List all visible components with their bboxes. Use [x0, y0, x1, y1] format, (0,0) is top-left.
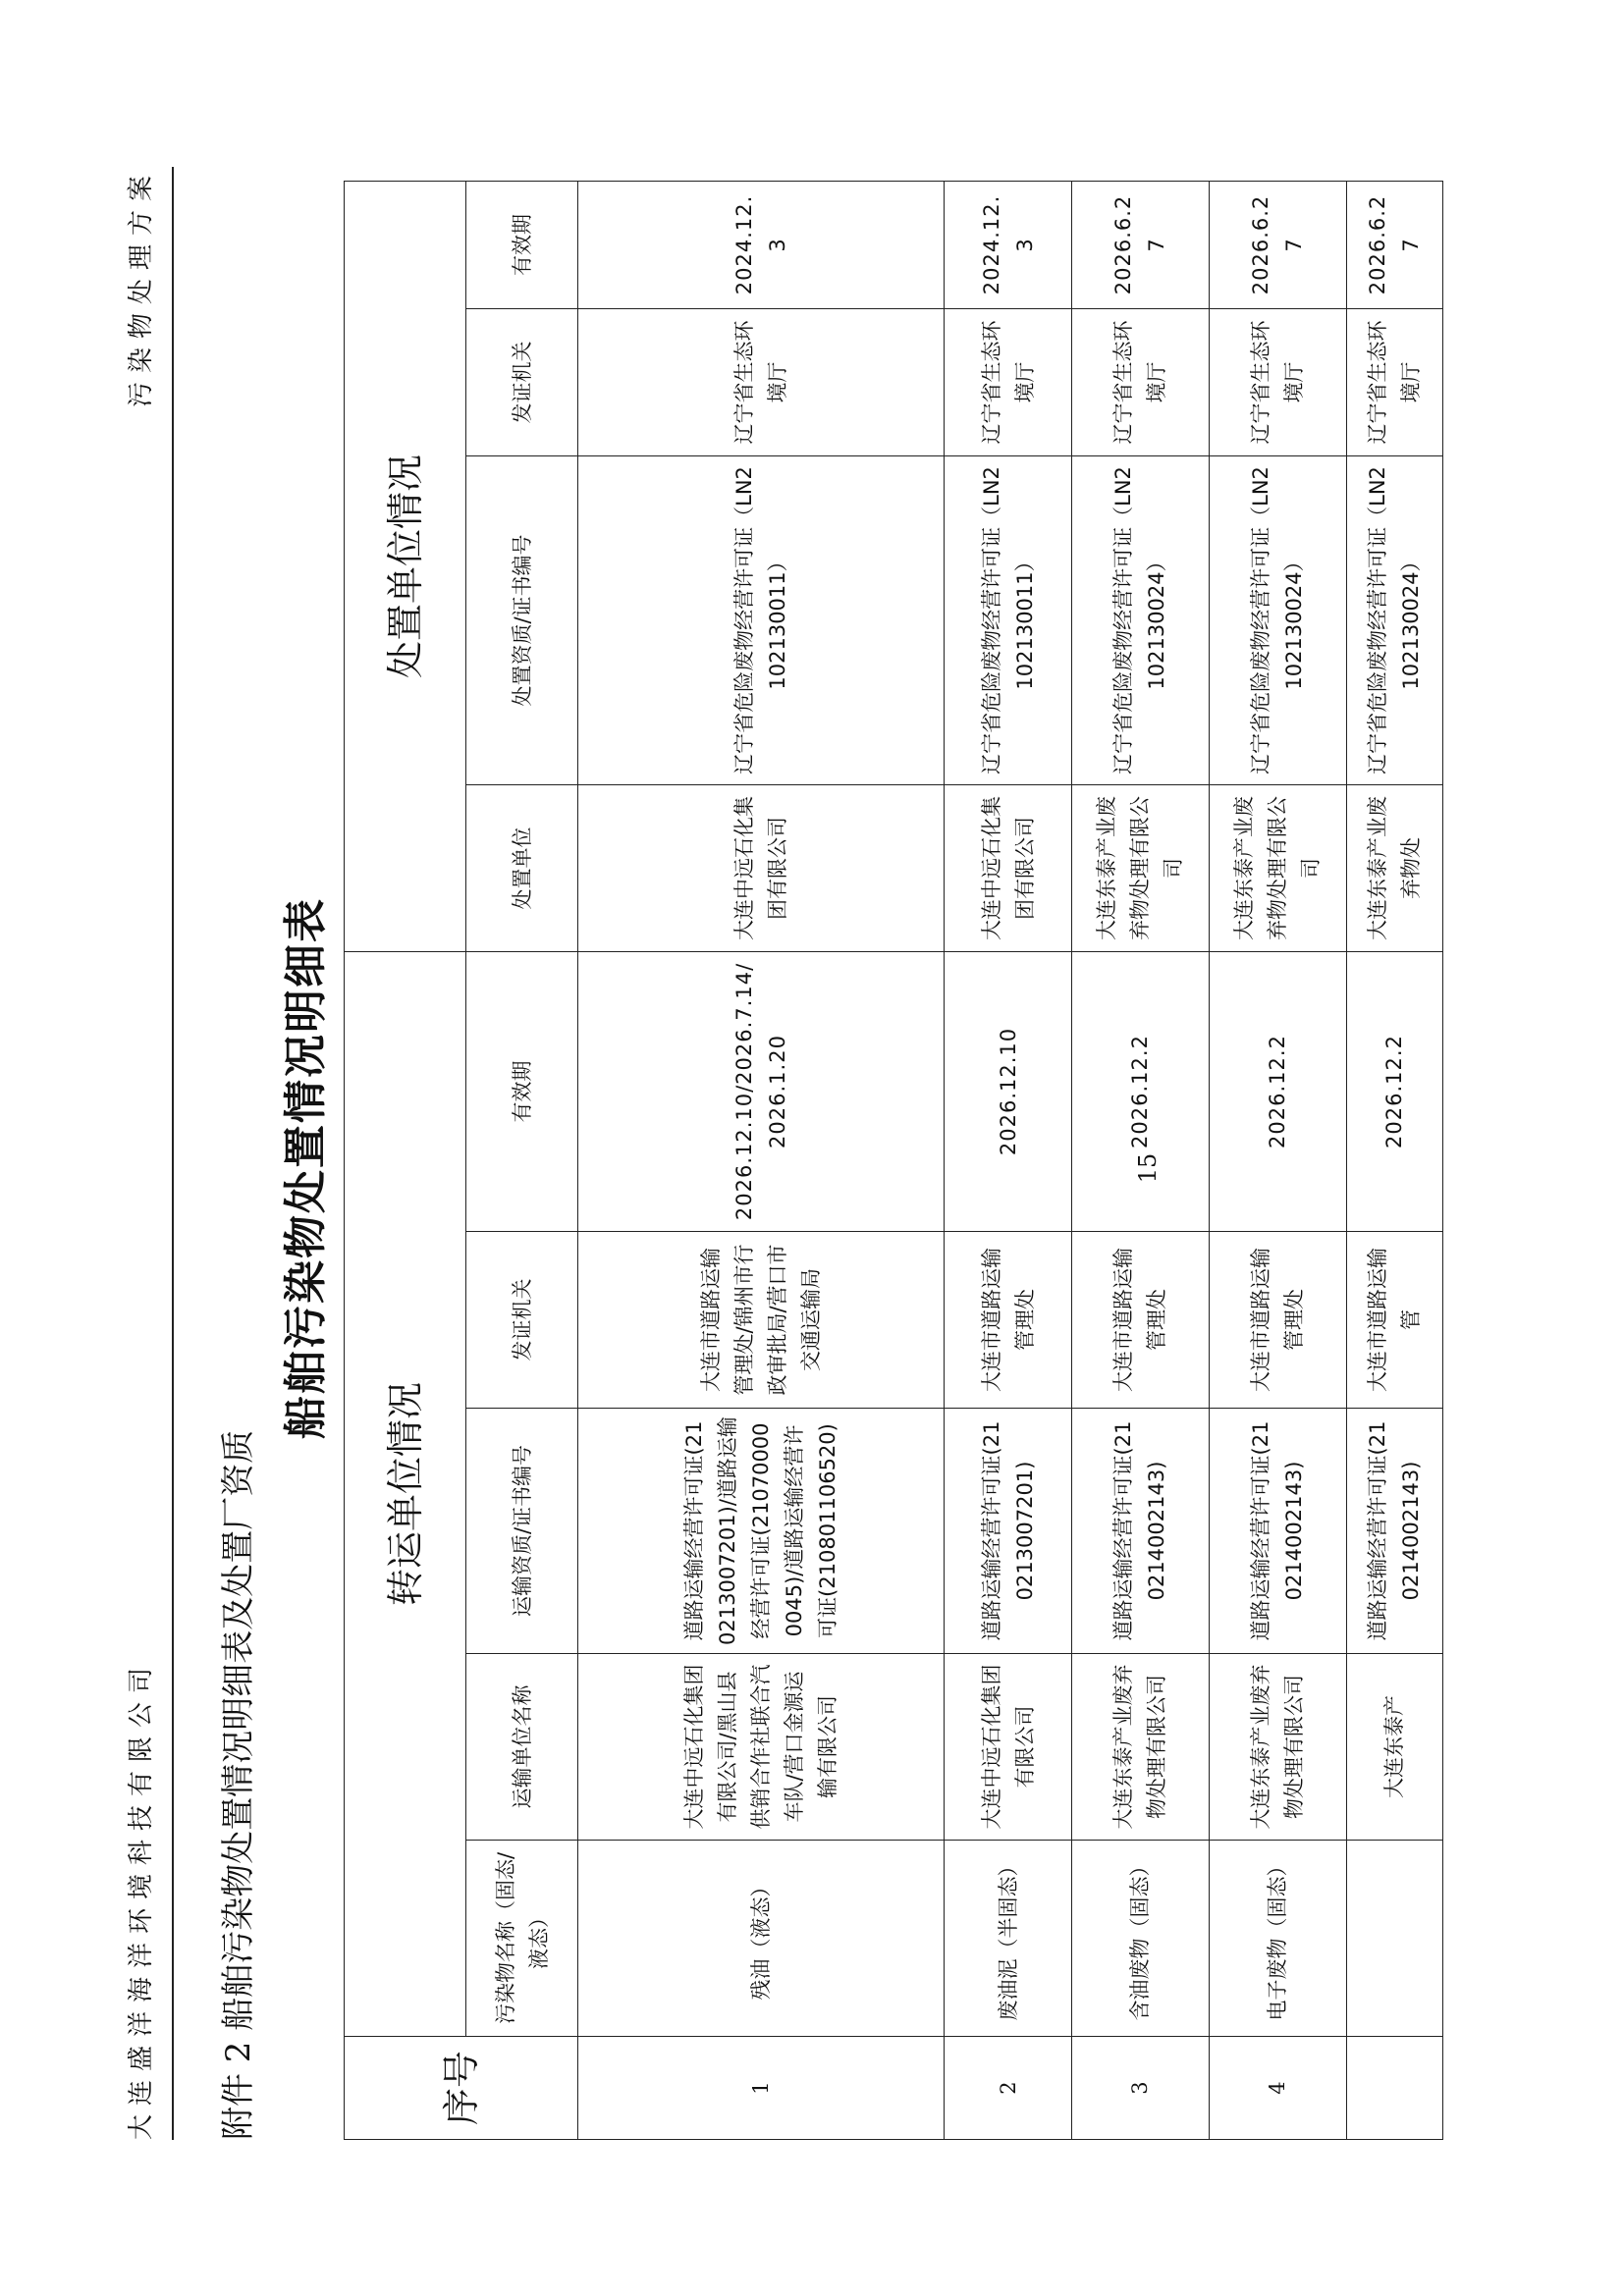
disposal-unit-header: 处置单位 — [466, 784, 578, 951]
cell-pollutant: 残油（液态） — [578, 1841, 945, 2037]
header-document: 污染物处理方案 — [127, 167, 156, 408]
cell-disposal-valid: 2024.12.3 — [578, 181, 945, 308]
cell-transport-cert: 道路运输经营许可证(210213007201)/道路运输经营许可证(210700000045)/道路运输经营许可证(210801106520) — [578, 1409, 945, 1654]
cell-seq: 1 — [578, 2037, 945, 2140]
cell-transport-unit: 大连东泰产 — [1346, 1654, 1442, 1841]
table-row — [1346, 181, 1442, 2139]
disposal-valid-header: 有效期 — [466, 181, 578, 308]
cell-transport-issuer: 大连市道路运输管理处 — [945, 1232, 1072, 1409]
cell-transport-issuer: 大连市道路运输管理处 — [1071, 1232, 1209, 1409]
cell-transport-valid: 2026.12.2 — [1071, 951, 1209, 1231]
rotated-content — [113, 157, 1507, 2179]
transport-unit-header: 运输单位名称 — [466, 1654, 578, 1841]
attachment-title: 附件 2 船舶污染物处置情况明细表及处置厂资质 — [219, 1429, 258, 2140]
cell-pollutant — [1346, 1841, 1442, 2037]
cell-disposal-cert: 辽宁省危险废物经营许可证（LN2102130011） — [945, 455, 1072, 784]
cell-disposal-issuer: 辽宁省生态环境厅 — [1209, 308, 1346, 455]
disposal-issuer-header: 发证机关 — [466, 308, 578, 455]
cell-disposal-valid: 2026.6.27 — [1346, 181, 1442, 308]
table-title: 船舶污染物处置情况明细表 — [281, 897, 331, 1439]
cell-transport-issuer: 大连市道路运输管理处 — [1209, 1232, 1346, 1409]
cell-transport-cert: 道路运输经营许可证(210214002143) — [1209, 1409, 1346, 1654]
group-header-row — [345, 181, 466, 2139]
cell-disposal-unit: 大连中远石化集团有限公司 — [945, 784, 1072, 951]
cell-transport-unit: 大连东泰产业废弃物处理有限公司 — [1071, 1654, 1209, 1841]
page-number: 15 — [1134, 1152, 1162, 1184]
cell-disposal-valid: 2024.12.3 — [945, 181, 1072, 308]
transport-group-header: 转运单位情况 — [345, 951, 466, 2036]
cell-pollutant: 电子废物（固态） — [1209, 1841, 1346, 2037]
table-row — [945, 181, 1072, 2139]
cell-disposal-valid: 2026.6.27 — [1071, 181, 1209, 308]
seq-header: 序号 — [345, 2037, 578, 2140]
cell-disposal-unit: 大连东泰产业废弃物处 — [1346, 784, 1442, 951]
cell-transport-issuer: 大连市道路运输管 — [1346, 1232, 1442, 1409]
cell-transport-valid: 2026.12.10 — [945, 951, 1072, 1231]
cell-seq: 4 — [1209, 2037, 1346, 2140]
cell-transport-unit: 大连中远石化集团有限公司/黑山县供销合作社联合汽车队/营口金源运输有限公司 — [578, 1654, 945, 1841]
cell-disposal-issuer: 辽宁省生态环境厅 — [945, 308, 1072, 455]
cell-disposal-cert: 辽宁省危险废物经营许可证（LN2102130024） — [1071, 455, 1209, 784]
cell-disposal-unit: 大连东泰产业废弃物处理有限公司 — [1071, 784, 1209, 951]
disposal-table — [344, 181, 1443, 2140]
transport-issuer-header: 发证机关 — [466, 1232, 578, 1409]
cell-transport-unit: 大连东泰产业废弃物处理有限公司 — [1209, 1654, 1346, 1841]
transport-valid-header: 有效期 — [466, 951, 578, 1231]
cell-transport-cert: 道路运输经营许可证(210214002143) — [1346, 1409, 1442, 1654]
disposal-cert-header: 处置资质/证书编号 — [466, 455, 578, 784]
header-rule — [172, 167, 174, 2140]
cell-disposal-valid: 2026.6.27 — [1209, 181, 1346, 308]
cell-pollutant: 含油废物（固态） — [1071, 1841, 1209, 2037]
cell-disposal-cert: 辽宁省危险废物经营许可证（LN2102130024） — [1209, 455, 1346, 784]
disposal-group-header: 处置单位情况 — [345, 181, 466, 951]
pollutant-header: 污染物名称（固态/液态） — [466, 1841, 578, 2037]
cell-disposal-unit: 大连东泰产业废弃物处理有限公司 — [1209, 784, 1346, 951]
table-row — [1209, 181, 1346, 2139]
cell-transport-cert: 道路运输经营许可证(210214002143) — [1071, 1409, 1209, 1654]
cell-pollutant: 废油泥（半固态） — [945, 1841, 1072, 2037]
cell-transport-unit: 大连中远石化集团有限公司 — [945, 1654, 1072, 1841]
table-row — [578, 181, 945, 2139]
cell-disposal-cert: 辽宁省危险废物经营许可证（LN2102130024） — [1346, 455, 1442, 784]
column-header-row — [466, 181, 578, 2139]
cell-transport-valid: 2026.12.10/2026.7.14/2026.1.20 — [578, 951, 945, 1231]
cell-disposal-issuer: 辽宁省生态环境厅 — [1346, 308, 1442, 455]
cell-transport-valid: 2026.12.2 — [1346, 951, 1442, 1231]
cell-disposal-unit: 大连中远石化集团有限公司 — [578, 784, 945, 951]
cell-seq — [1346, 2037, 1442, 2140]
transport-cert-header: 运输资质/证书编号 — [466, 1409, 578, 1654]
cell-transport-cert: 道路运输经营许可证(210213007201) — [945, 1409, 1072, 1654]
cell-disposal-cert: 辽宁省危险废物经营许可证（LN2102130011） — [578, 455, 945, 784]
cell-transport-valid: 2026.12.2 — [1209, 951, 1346, 1231]
cell-seq: 3 — [1071, 2037, 1209, 2140]
cell-seq: 2 — [945, 2037, 1072, 2140]
header-company: 大连盛洋海洋环境科技有限公司 — [127, 1658, 156, 2140]
cell-disposal-issuer: 辽宁省生态环境厅 — [1071, 308, 1209, 455]
cell-transport-issuer: 大连市道路运输管理处/锦州市行政审批局/营口市交通运输局 — [578, 1232, 945, 1409]
cell-disposal-issuer: 辽宁省生态环境厅 — [578, 308, 945, 455]
